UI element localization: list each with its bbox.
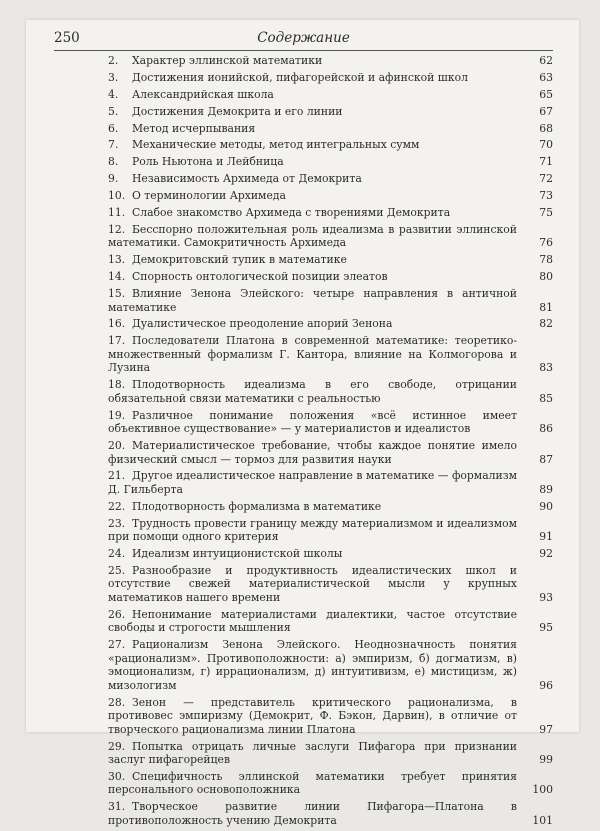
toc-entry-title [108, 122, 531, 136]
toc-entry [108, 206, 553, 220]
toc-entry [108, 223, 553, 250]
toc-entry-page: 99 [539, 753, 553, 767]
toc-entry [108, 740, 553, 767]
toc-entry-text: Слабое знакомство Архимеда с творениями Демокрита [132, 206, 451, 220]
toc-entry-number: 4. [108, 87, 119, 101]
toc-entry [108, 800, 553, 827]
toc-entry-text: Другое идеалистическое направление в математике — формализм Д. Гильберта [108, 469, 517, 496]
toc-entry-title [108, 172, 531, 186]
toc-entry-page: 72 [539, 172, 553, 186]
toc-entry-page: 90 [539, 499, 553, 513]
toc-entry-title [108, 517, 531, 544]
toc-entry-number: 11. [108, 206, 126, 220]
toc-entry [108, 696, 553, 737]
toc-entry-title [108, 105, 531, 119]
toc-entry-page: 78 [539, 253, 553, 267]
toc-entry [108, 638, 553, 692]
toc-entry-text: Плодотворность идеализма в его свободе, отрицании обязательной связи математики с реальностью [108, 378, 517, 405]
toc-entry-number: 28. [108, 695, 126, 709]
toc-entry [108, 253, 553, 267]
toc-entry-number: 17. [108, 334, 126, 348]
toc-entry-number: 23. [108, 516, 126, 530]
toc-entry-text: Независимость Архимеда от Демокрита [132, 172, 362, 186]
toc-entry-number: 18. [108, 378, 126, 392]
toc-entry-title [108, 287, 531, 314]
toc-entry [108, 155, 553, 169]
toc-entry-number: 26. [108, 607, 126, 621]
toc-entry [108, 270, 553, 284]
toc-entry-number: 25. [108, 563, 126, 577]
toc-entry-number: 5. [108, 104, 119, 118]
toc-entry-page: 86 [539, 422, 553, 436]
toc-entry-title [108, 71, 531, 85]
toc-entry-page: 89 [539, 482, 553, 496]
toc-entry-title [108, 88, 531, 102]
toc-entry-title [108, 547, 531, 561]
toc-entry-text: Достижения ионийской, пифагорейской и афинской школ [132, 70, 468, 84]
toc-entry-number: 9. [108, 172, 119, 186]
toc-entry-text: Бесспорно положительная роль идеализма в развитии эллинской математики. Самокритичность Архимеда [108, 222, 517, 250]
toc-entry-text: Метод исчерпывания [132, 121, 256, 135]
toc-entry-page: 73 [539, 189, 553, 203]
toc-entry-text: Специфичность эллинской математики требует принятия персонального основоположника [108, 769, 517, 797]
toc-entry-page: 65 [539, 87, 553, 101]
toc-entry-text: Последователи Платона в современной математике: теоретико-множественный формализм Г. Кантора, влияние на Колмогорова и Лузина [108, 334, 517, 375]
toc-entry-text: Творческое развитие линии Пифагора—Платона в противоположность учению Демокрита [108, 800, 517, 827]
toc-entry-page: 75 [539, 206, 553, 220]
toc-entry-page: 76 [539, 236, 553, 250]
toc-entry-page: 71 [539, 155, 553, 169]
toc-entry-title [108, 770, 531, 797]
toc-entry-title [108, 696, 531, 737]
toc-entry-number: 13. [108, 253, 126, 267]
toc-entry-page: 81 [539, 300, 553, 314]
toc-entry-title [108, 253, 531, 267]
toc-entry-text: Спорность онтологической позиции элеатов [132, 270, 388, 284]
toc-entry-title [108, 189, 531, 203]
page-header [54, 28, 553, 51]
toc-entry-text: Дуалистическое преодоление апорий Зенона [132, 317, 393, 331]
toc-entry [108, 378, 553, 405]
toc-entry-text: Плодотворность формализма в математике [132, 499, 382, 513]
toc-entry-number: 22. [108, 499, 126, 513]
toc-entry-title [108, 334, 531, 375]
running-title: Содержание [257, 30, 350, 46]
toc-entry-page: 92 [539, 547, 553, 561]
toc-entry [108, 71, 553, 85]
toc-entry-title [108, 409, 531, 436]
toc-entry-page: 87 [539, 452, 553, 466]
toc-entry-page: 93 [539, 590, 553, 604]
toc-entry-number: 2. [108, 54, 119, 67]
toc-entry-text: Различное понимание положения «всё истинное имеет объективное существование» — у материалистов и идеалистов [108, 408, 517, 436]
toc-entry [108, 500, 553, 514]
toc-entry-number: 10. [108, 189, 126, 203]
toc-entry-number: 16. [108, 317, 126, 331]
table-of-contents [108, 54, 553, 831]
toc-entry-number: 7. [108, 138, 119, 152]
toc-entry [108, 334, 553, 375]
toc-entry-page: 91 [539, 530, 553, 544]
toc-entry [108, 439, 553, 466]
toc-entry-number: 19. [108, 408, 126, 422]
page-number: 250 [54, 30, 80, 46]
toc-entry-number: 20. [108, 439, 126, 453]
toc-entry-text: Зенон — представитель критического рационализма, в противовес эмпиризму (Демокрит, Ф. Бэкон, Дарвин), в отличие от творческого рационализма линии Платона [108, 695, 517, 736]
toc-entry-page: 85 [539, 391, 553, 405]
toc-entry-text: Разнообразие и продуктивность идеалистических школ и отсутствие свежей материалистической мысли у крупных математиков нашего времени [108, 563, 517, 604]
toc-entry-text: Характер эллинской математики [132, 54, 323, 67]
toc-entry-text: Влияние Зенона Элейского: четыре направления в античной математике [108, 287, 517, 314]
toc-entry-number: 31. [108, 800, 126, 814]
toc-entry [108, 469, 553, 496]
toc-entry-title [108, 138, 531, 152]
toc-entry [108, 564, 553, 605]
toc-entry-number: 29. [108, 739, 126, 753]
toc-entry-page: 101 [532, 813, 553, 827]
toc-entry-page: 82 [539, 317, 553, 331]
toc-entry [108, 608, 553, 635]
toc-entry [108, 287, 553, 314]
toc-entry-page: 63 [539, 70, 553, 84]
toc-entry [108, 189, 553, 203]
toc-entry [108, 54, 553, 68]
toc-entry-number: 15. [108, 287, 126, 301]
toc-entry-number: 8. [108, 155, 119, 169]
toc-entry [108, 172, 553, 186]
toc-entry-number: 27. [108, 638, 126, 652]
toc-entry-title [108, 223, 531, 250]
book-page [26, 20, 579, 827]
toc-entry-title [108, 270, 531, 284]
toc-entry-text: Александрийская школа [132, 87, 274, 101]
toc-entry-page: 62 [539, 54, 553, 67]
toc-entry-number: 30. [108, 769, 126, 783]
toc-entry-text: Трудность провести границу между материализмом и идеализмом при помощи одного критерия [108, 516, 517, 544]
toc-entry-page: 100 [532, 783, 553, 797]
toc-entry-number: 12. [108, 222, 126, 236]
toc-entry [108, 547, 553, 561]
toc-entry-text: Демокритовский тупик в математике [132, 253, 347, 267]
toc-entry [108, 88, 553, 102]
toc-entry-page: 67 [539, 104, 553, 118]
toc-entry-text: Материалистическое требование, чтобы каждое понятие имело физический смысл — тормоз для развития науки [108, 439, 517, 466]
toc-entry-page: 95 [539, 621, 553, 635]
toc-entry-page: 68 [539, 121, 553, 135]
toc-entry-title [108, 800, 531, 827]
toc-entry-number: 14. [108, 270, 126, 284]
toc-entry-page: 96 [539, 678, 553, 692]
toc-entry-title [108, 740, 531, 767]
toc-entry [108, 105, 553, 119]
toc-entry [108, 770, 553, 797]
toc-entry-text: Идеализм интуиционистской школы [132, 547, 343, 561]
toc-entry-page: 80 [539, 270, 553, 284]
toc-entry [108, 138, 553, 152]
toc-entry-page: 97 [539, 722, 553, 736]
toc-entry [108, 317, 553, 331]
toc-entry-number: 21. [108, 469, 126, 483]
toc-entry-text: О терминологии Архимеда [132, 189, 286, 203]
toc-entry [108, 122, 553, 136]
toc-entry [108, 409, 553, 436]
toc-entry-title [108, 500, 531, 514]
toc-entry-title [108, 608, 531, 635]
toc-entry-number: 3. [108, 70, 119, 84]
toc-entry-text: Роль Ньютона и Лейбница [132, 155, 284, 169]
toc-entry-number: 24. [108, 547, 126, 561]
toc-entry-title [108, 317, 531, 331]
toc-entry-text: Рационализм Зенона Элейского. Неоднозначность понятия «рационализм». Противоположности: а) эмпиризм, б) догматизм, в) эмоционализм, г) иррационализм, д) интуитивизм, е) мистицизм, ж) мизологизм [108, 638, 517, 692]
toc-entry-title [108, 638, 531, 692]
toc-entry-text: Попытка отрицать личные заслуги Пифагора при признании заслуг пифагорейцев [108, 739, 517, 767]
toc-entry-title [108, 378, 531, 405]
toc-entry-page: 83 [539, 361, 553, 375]
toc-entry-text: Непонимание материалистами диалектики, частое отсутствие свободы и строгости мышления [108, 607, 517, 635]
toc-entry-title [108, 564, 531, 605]
toc-entry-page: 70 [539, 138, 553, 152]
toc-entry-text: Механические методы, метод интегральных сумм [132, 138, 420, 152]
toc-entry-title [108, 206, 531, 220]
toc-entry [108, 517, 553, 544]
toc-entry-text: Достижения Демокрита и его линии [132, 104, 343, 118]
toc-entry-title [108, 439, 531, 466]
toc-entry-title [108, 469, 531, 496]
toc-entry-title [108, 54, 531, 68]
toc-entry-number: 6. [108, 121, 119, 135]
toc-entry-title [108, 155, 531, 169]
